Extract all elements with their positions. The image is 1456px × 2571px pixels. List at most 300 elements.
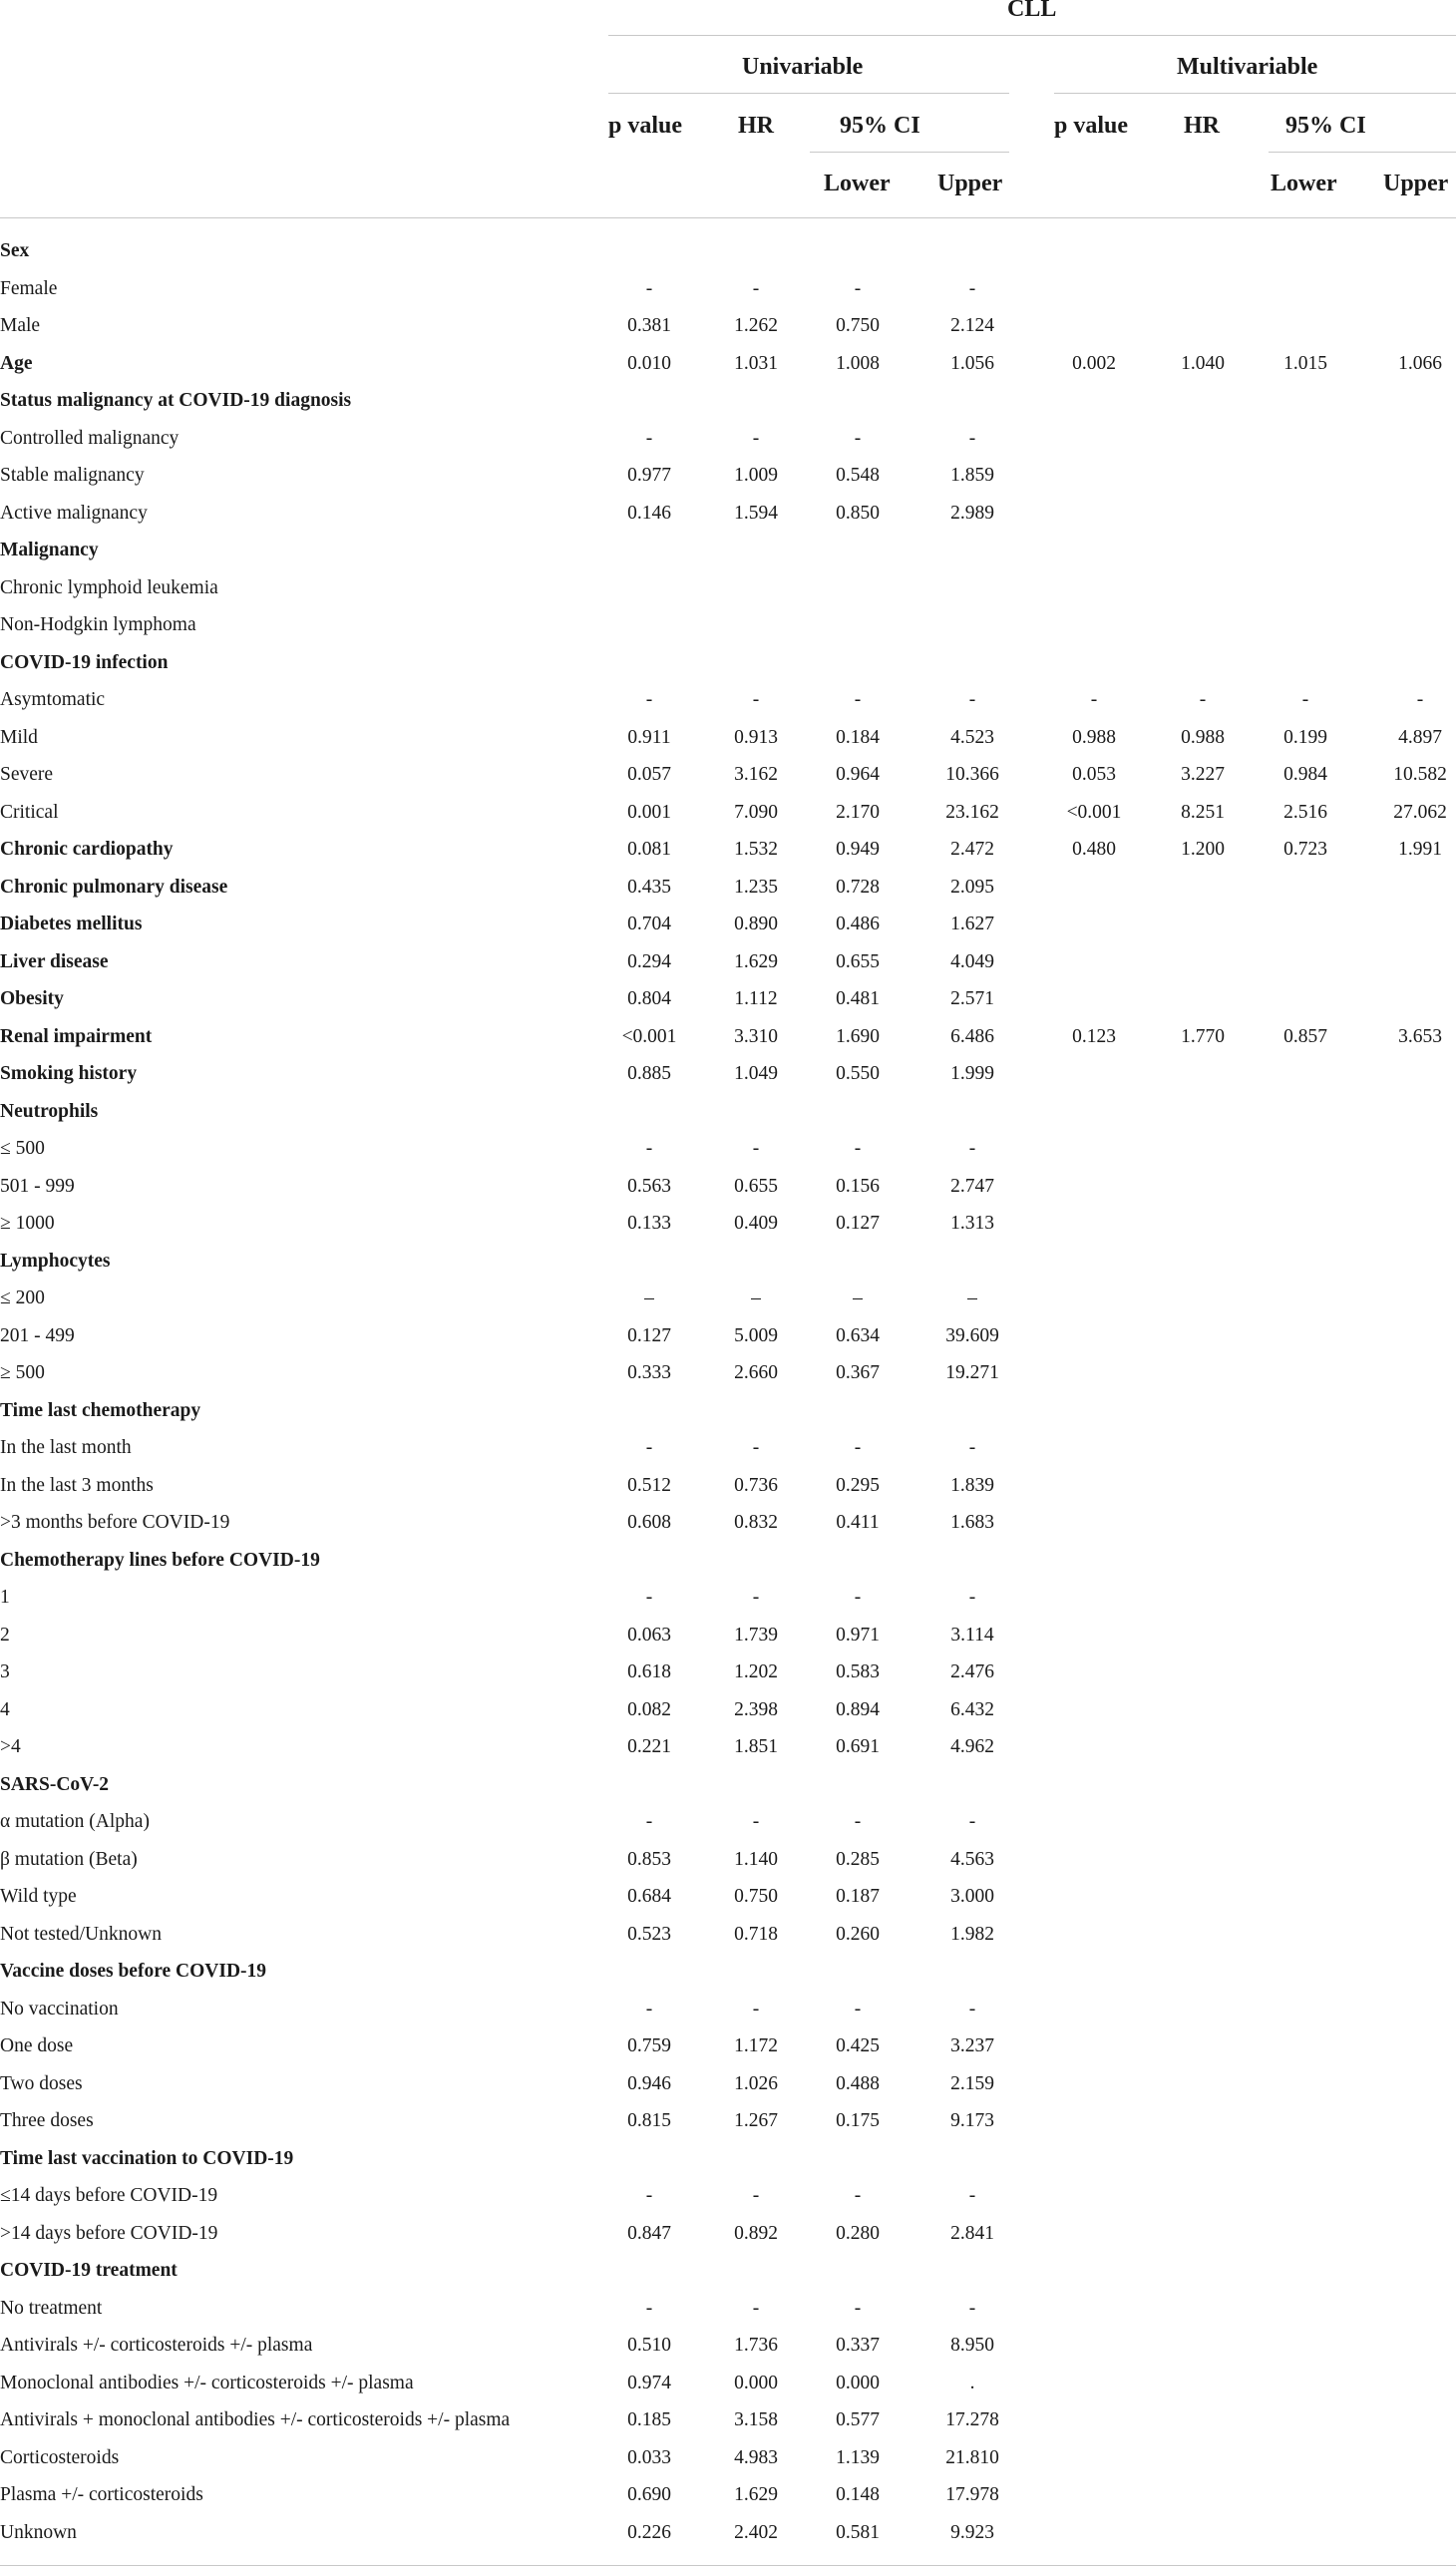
univariable-p-value-cell: 0.608 [627, 1512, 671, 1533]
table-row [0, 232, 1456, 269]
row-label: >14 days before COVID-19 [0, 2222, 218, 2244]
multivariable-hr-header: HR [1184, 113, 1220, 139]
univariable-ci-lower-cell: 0.971 [836, 1624, 880, 1646]
univariable-ci-upper-cell: 2.476 [950, 1661, 994, 1682]
univariable-p-value-cell: - [645, 427, 653, 449]
multivariable-rule [1054, 93, 1456, 94]
table-row [0, 1766, 1456, 1803]
row-label: Unknown [0, 2521, 77, 2543]
univariable-ci-upper-cell: 1.056 [950, 352, 994, 374]
multivariable-header: Multivariable [1177, 54, 1318, 80]
univariable-p-value-cell: 0.185 [627, 2409, 671, 2430]
row-label: >3 months before COVID-19 [0, 1512, 230, 1533]
univariable-p-value-cell: 0.618 [627, 1661, 671, 1682]
univariable-ci-upper-cell: 1.982 [950, 1923, 994, 1945]
univariable-p-value-cell: 0.146 [627, 502, 671, 524]
table-row [0, 1055, 1456, 1092]
univariable-ci-upper-cell: 6.486 [950, 1025, 994, 1047]
table-row [0, 1205, 1456, 1242]
table-row [0, 1354, 1456, 1391]
univariable-p-value-cell: <0.001 [621, 1025, 677, 1047]
univariable-ci-upper-cell: 2.989 [950, 502, 994, 524]
table-row [0, 420, 1456, 457]
univariable-ci-lower-cell: 0.000 [836, 2372, 880, 2393]
table-row [0, 2102, 1456, 2139]
row-group-label: COVID-19 treatment [0, 2260, 178, 2281]
univariable-hr-cell: - [752, 1138, 760, 1159]
univariable-ci-upper-cell: 1.683 [950, 1512, 994, 1533]
univariable-p-value-cell: 0.563 [627, 1175, 671, 1197]
univariable-ci-upper-cell: 2.124 [950, 315, 994, 336]
univariable-ci-lower-cell: 0.488 [836, 2072, 880, 2094]
table-row [0, 569, 1456, 606]
table-row [0, 1653, 1456, 1690]
univariable-ci-lower-cell: - [854, 277, 862, 299]
table-row [0, 2327, 1456, 2364]
row-label: 3 [0, 1661, 10, 1682]
univariable-ci-upper-cell: 4.523 [950, 726, 994, 748]
univariable-ci-upper-cell: - [968, 1437, 976, 1458]
univariable-hr-header: HR [738, 113, 774, 139]
univariable-hr-cell: 1.629 [734, 2484, 778, 2505]
multivariable-p-value-cell: 0.002 [1072, 352, 1116, 374]
table-row [0, 1168, 1456, 1205]
multivariable-hr-cell: 1.040 [1181, 352, 1225, 374]
univariable-p-value-cell: 0.127 [627, 1324, 671, 1346]
univariable-ci-upper-cell: 17.278 [945, 2409, 999, 2430]
univariable-hr-cell: - [752, 2185, 760, 2206]
univariable-ci-upper-cell: - [968, 1138, 976, 1159]
univariable-ci-lower-cell: 0.425 [836, 2035, 880, 2056]
univariable-p-value-cell: 0.512 [627, 1474, 671, 1496]
row-group-label: Age [0, 352, 33, 374]
multivariable-ci-lower-cell: 0.199 [1283, 726, 1327, 748]
multivariable-hr-cell: - [1199, 689, 1207, 710]
univariable-p-value-cell: - [645, 277, 653, 299]
univariable-ci-lower-cell: 0.280 [836, 2222, 880, 2244]
univariable-ci-upper-cell: 4.962 [950, 1736, 994, 1757]
univariable-hr-cell: 1.172 [734, 2035, 778, 2056]
row-label: Wild type [0, 1886, 77, 1907]
univariable-hr-cell: 0.832 [734, 1512, 778, 1533]
univariable-ci-lower-cell: - [854, 1811, 862, 1832]
row-group-label: Sex [0, 240, 30, 261]
univariable-p-value-cell: 0.853 [627, 1848, 671, 1870]
univariable-hr-cell: 1.140 [734, 1848, 778, 1870]
univariable-ci-upper-cell: 4.049 [950, 950, 994, 972]
univariable-ci-lower-cell: 0.634 [836, 1324, 880, 1346]
row-label: Mild [0, 726, 38, 748]
table-row [0, 1467, 1456, 1504]
row-group-label: Chronic pulmonary disease [0, 876, 228, 898]
univariable-hr-cell: 4.983 [734, 2446, 778, 2468]
univariable-p-value-cell: 0.435 [627, 876, 671, 898]
univariable-ci-lower-cell: 0.486 [836, 914, 880, 934]
table-row [0, 307, 1456, 344]
univariable-ci-lower-cell: - [854, 1998, 862, 2020]
univariable-ci-lower-cell: 0.577 [836, 2409, 880, 2430]
univariable-p-value-cell: 0.684 [627, 1886, 671, 1907]
univariable-ci-lower-cell: 0.949 [836, 839, 880, 860]
row-label: β mutation (Beta) [0, 1848, 138, 1870]
univariable-ci-lower-cell: 0.260 [836, 1923, 880, 1945]
multivariable-p-value-cell: 0.123 [1072, 1025, 1116, 1047]
table-row [0, 1841, 1456, 1878]
univariable-p-value-cell: 0.847 [627, 2222, 671, 2244]
row-group-label: Neutrophils [0, 1100, 99, 1122]
row-label: Antivirals +/- corticosteroids +/- plasma [0, 2335, 313, 2356]
row-label: ≥ 1000 [0, 1213, 55, 1234]
univariable-hr-cell: - [752, 2297, 760, 2319]
multivariable-ci-lower-cell: 0.723 [1283, 839, 1327, 860]
row-group-label: Lymphocytes [0, 1250, 111, 1272]
row-label: Active malignancy [0, 502, 148, 524]
univariable-rule [608, 93, 1009, 94]
univariable-hr-cell: 1.851 [734, 1736, 778, 1757]
univariable-ci-lower-cell: 1.008 [836, 352, 880, 374]
univariable-ci-upper-cell: 3.114 [950, 1624, 994, 1646]
univariable-ci-upper-cell: 4.563 [950, 1848, 994, 1870]
univariable-p-value-cell: 0.010 [627, 352, 671, 374]
univariable-ci-lower-cell: 1.690 [836, 1025, 880, 1047]
multivariable-p-value-cell: 0.053 [1072, 764, 1116, 785]
univariable-hr-cell: 3.162 [734, 764, 778, 785]
table-row [0, 1579, 1456, 1616]
table-row [0, 1504, 1456, 1541]
multivariable-p-value-cell: <0.001 [1066, 801, 1122, 823]
univariable-p-value-cell: - [645, 689, 653, 710]
univariable-ci-rule [810, 152, 1009, 153]
table-row [0, 1728, 1456, 1765]
univariable-p-value-cell: 0.133 [627, 1213, 671, 1234]
multivariable-hr-cell: 1.770 [1181, 1025, 1225, 1047]
row-label: Monoclonal antibodies +/- corticosteroids +/- plasma [0, 2372, 414, 2393]
univariable-ci-lower-cell: 0.481 [836, 988, 880, 1009]
univariable-ci-upper-cell: - [968, 689, 976, 710]
table-row [0, 906, 1456, 942]
univariable-hr-cell: 0.718 [734, 1923, 778, 1945]
univariable-p-value-cell: 0.001 [627, 801, 671, 823]
univariable-ci-lower-cell: 0.655 [836, 950, 880, 972]
row-label: Severe [0, 764, 54, 785]
table-row [0, 1280, 1456, 1316]
univariable-ci-lower-cell: 0.548 [836, 465, 880, 486]
univariable-ci-header: 95% CI [840, 113, 920, 139]
row-label: In the last 3 months [0, 1474, 154, 1496]
univariable-ci-upper-cell: 3.237 [950, 2035, 994, 2056]
univariable-hr-cell: 3.310 [734, 1025, 778, 1047]
univariable-hr-cell: 0.736 [734, 1474, 778, 1496]
univariable-p-value-cell: - [645, 2297, 653, 2319]
univariable-ci-lower-cell: - [854, 689, 862, 710]
multivariable-ci-lower-cell: 2.516 [1283, 801, 1327, 823]
univariable-hr-cell: 7.090 [734, 801, 778, 823]
univariable-hr-cell: 1.739 [734, 1624, 778, 1646]
table-row [0, 831, 1456, 868]
univariable-hr-cell: 2.660 [734, 1362, 778, 1383]
table-row [0, 2215, 1456, 2252]
multivariable-ci-upper-cell: 3.653 [1398, 1025, 1442, 1047]
univariable-ci-upper-cell: - [968, 427, 976, 449]
multivariable-hr-cell: 1.200 [1181, 839, 1225, 860]
univariable-p-value-cell: 0.381 [627, 315, 671, 336]
univariable-ci-upper-cell: 2.747 [950, 1175, 994, 1197]
univariable-ci-lower-cell: – [853, 1287, 863, 1308]
table-row [0, 1542, 1456, 1579]
multivariable-hr-cell: 3.227 [1181, 764, 1225, 785]
table-row [0, 2290, 1456, 2327]
univariable-ci-lower-cell: - [854, 1138, 862, 1159]
univariable-ci-lower-cell: - [854, 1587, 862, 1608]
table-row [0, 719, 1456, 756]
row-group-label: Liver disease [0, 950, 109, 972]
univariable-p-value-cell: 0.226 [627, 2521, 671, 2543]
univariable-lower-header: Lower [824, 171, 891, 196]
univariable-ci-lower-cell: 0.411 [836, 1512, 880, 1533]
row-group-label: Time last chemotherapy [0, 1399, 201, 1421]
table-row [0, 1429, 1456, 1466]
table-row [0, 2401, 1456, 2438]
row-group-label: Malignancy [0, 540, 99, 560]
univariable-ci-upper-cell: . [969, 2372, 975, 2393]
univariable-ci-lower-cell: 1.139 [836, 2446, 880, 2468]
univariable-hr-cell: 1.736 [734, 2335, 778, 2356]
row-label: No vaccination [0, 1998, 119, 2020]
table-row [0, 270, 1456, 307]
univariable-ci-upper-cell: – [967, 1287, 977, 1308]
table-row [0, 869, 1456, 906]
univariable-ci-upper-cell: - [968, 1998, 976, 2020]
table-row [0, 382, 1456, 419]
univariable-p-value-cell: - [645, 1587, 653, 1608]
multivariable-p-value-cell: 0.480 [1072, 839, 1116, 860]
table-row [0, 1243, 1456, 1280]
univariable-header: Univariable [742, 54, 864, 80]
univariable-p-value-cell: 0.974 [627, 2372, 671, 2393]
table-row [0, 2476, 1456, 2513]
univariable-p-value-cell: 0.690 [627, 2484, 671, 2505]
row-group-label: Status malignancy at COVID-19 diagnosis [0, 390, 352, 411]
univariable-ci-upper-cell: 23.162 [945, 801, 999, 823]
univariable-ci-lower-cell: 0.127 [836, 1213, 880, 1234]
row-label: Critical [0, 801, 59, 823]
univariable-p-value-cell: 0.221 [627, 1736, 671, 1757]
multivariable-hr-cell: 8.251 [1181, 801, 1225, 823]
header-bottom-rule [0, 217, 1456, 218]
univariable-ci-lower-cell: 0.691 [836, 1736, 880, 1757]
univariable-ci-upper-cell: 2.159 [950, 2072, 994, 2094]
multivariable-upper-header: Upper [1383, 171, 1449, 196]
univariable-hr-cell: 0.890 [734, 914, 778, 934]
univariable-ci-upper-cell: - [968, 1811, 976, 1832]
univariable-hr-cell: 2.398 [734, 1698, 778, 1720]
table-row [0, 2027, 1456, 2064]
row-label: α mutation (Alpha) [0, 1811, 150, 1832]
univariable-ci-lower-cell: 0.583 [836, 1661, 880, 1682]
row-label: Chronic lymphoid leukemia [0, 576, 218, 598]
table-row [0, 2252, 1456, 2289]
row-label: Female [0, 277, 58, 299]
univariable-ci-upper-cell: 21.810 [945, 2446, 999, 2468]
table-row [0, 1093, 1456, 1130]
table-row [0, 681, 1456, 718]
univariable-ci-upper-cell: 2.571 [950, 988, 994, 1009]
univariable-ci-lower-cell: 0.337 [836, 2335, 880, 2356]
row-label: Asymtomatic [0, 689, 106, 710]
row-group-label: Smoking history [0, 1063, 138, 1084]
univariable-ci-lower-cell: 0.148 [836, 2484, 880, 2505]
row-label: >4 [0, 1736, 21, 1757]
univariable-hr-cell: - [752, 689, 760, 710]
univariable-hr-cell: 1.202 [734, 1661, 778, 1682]
univariable-p-value-cell: 0.946 [627, 2072, 671, 2094]
row-label: ≤ 200 [0, 1287, 45, 1308]
row-label: ≥ 500 [0, 1362, 45, 1383]
univariable-ci-lower-cell: 0.175 [836, 2110, 880, 2131]
univariable-ci-upper-cell: 2.472 [950, 839, 994, 860]
table-bottom-rule [0, 2565, 1456, 2566]
row-label: One dose [0, 2035, 74, 2056]
multivariable-ci-upper-cell: 4.897 [1398, 726, 1442, 748]
multivariable-ci-rule [1269, 152, 1456, 153]
univariable-p-value-cell: - [645, 2185, 653, 2206]
multivariable-ci-lower-cell: 0.857 [1283, 1025, 1327, 1047]
univariable-ci-lower-cell: - [854, 2297, 862, 2319]
univariable-p-value-cell: 0.082 [627, 1698, 671, 1720]
univariable-hr-cell: 1.235 [734, 876, 778, 898]
multivariable-ci-lower-cell: 1.015 [1283, 352, 1327, 374]
univariable-hr-cell: 1.049 [734, 1063, 778, 1084]
row-label: 4 [0, 1698, 10, 1720]
univariable-p-value-cell: 0.033 [627, 2446, 671, 2468]
univariable-p-value-cell: - [645, 1998, 653, 2020]
univariable-p-value-cell: 0.510 [627, 2335, 671, 2356]
univariable-ci-lower-cell: 0.295 [836, 1474, 880, 1496]
multivariable-ci-upper-cell: 1.991 [1398, 839, 1442, 860]
univariable-ci-lower-cell: 0.581 [836, 2521, 880, 2543]
row-label: Not tested/Unknown [0, 1923, 162, 1945]
row-group-label: Diabetes mellitus [0, 914, 143, 934]
row-group-label: Chronic cardiopathy [0, 839, 174, 860]
univariable-hr-cell: - [752, 1587, 760, 1608]
row-label: Corticosteroids [0, 2446, 120, 2468]
univariable-p-value-cell: 0.804 [627, 988, 671, 1009]
univariable-hr-cell: - [752, 1811, 760, 1832]
table-row [0, 794, 1456, 831]
table-row [0, 457, 1456, 494]
univariable-ci-lower-cell: 0.750 [836, 315, 880, 336]
univariable-hr-cell: 0.913 [734, 726, 778, 748]
univariable-ci-upper-cell: 19.271 [945, 1362, 999, 1383]
table-row [0, 943, 1456, 980]
univariable-upper-header: Upper [937, 171, 1003, 196]
multivariable-hr-cell: 0.988 [1181, 726, 1225, 748]
univariable-ci-lower-cell: 0.187 [836, 1886, 880, 1907]
univariable-ci-upper-cell: - [968, 277, 976, 299]
row-label: ≤ 500 [0, 1138, 45, 1159]
univariable-p-value-header: p value [608, 113, 683, 139]
univariable-p-value-cell: - [645, 1138, 653, 1159]
univariable-hr-cell: 0.000 [734, 2372, 778, 2393]
row-group-label: Renal impairment [0, 1025, 153, 1047]
table-row [0, 980, 1456, 1017]
univariable-ci-upper-cell: 9.173 [950, 2110, 994, 2131]
table-row [0, 606, 1456, 643]
row-group-label: Time last vaccination to COVID-19 [0, 2147, 294, 2169]
univariable-hr-cell: - [752, 427, 760, 449]
table-row [0, 2514, 1456, 2551]
univariable-hr-cell: – [751, 1287, 761, 1308]
table-row [0, 532, 1456, 568]
univariable-ci-lower-cell: - [854, 1437, 862, 1458]
table-row [0, 495, 1456, 532]
row-label: 1 [0, 1587, 10, 1608]
multivariable-ci-upper-cell: - [1416, 689, 1424, 710]
univariable-ci-lower-cell: - [854, 427, 862, 449]
univariable-ci-upper-cell: 1.839 [950, 1474, 994, 1496]
univariable-hr-cell: - [752, 1998, 760, 2020]
univariable-p-value-cell: 0.885 [627, 1063, 671, 1084]
univariable-hr-cell: 0.750 [734, 1886, 778, 1907]
table-row [0, 2177, 1456, 2214]
univariable-hr-cell: 1.112 [734, 988, 778, 1009]
table-row [0, 644, 1456, 681]
multivariable-ci-upper-cell: 10.582 [1393, 764, 1447, 785]
univariable-ci-upper-cell: - [968, 2185, 976, 2206]
row-label: Two doses [0, 2072, 83, 2094]
univariable-ci-lower-cell: 0.964 [836, 764, 880, 785]
univariable-p-value-cell: 0.063 [627, 1624, 671, 1646]
univariable-p-value-cell: 0.977 [627, 465, 671, 486]
univariable-hr-cell: 5.009 [734, 1324, 778, 1346]
row-label: Three doses [0, 2110, 94, 2131]
row-label: Stable malignancy [0, 465, 145, 486]
univariable-ci-lower-cell: - [854, 2185, 862, 2206]
table-row [0, 1130, 1456, 1167]
univariable-p-value-cell: 0.704 [627, 914, 671, 934]
univariable-ci-upper-cell: 1.627 [950, 914, 994, 934]
univariable-ci-lower-cell: 2.170 [836, 801, 880, 823]
univariable-p-value-cell: 0.523 [627, 1923, 671, 1945]
table-row [0, 2065, 1456, 2102]
table-row [0, 1392, 1456, 1429]
row-label: Plasma +/- corticosteroids [0, 2484, 203, 2505]
univariable-ci-upper-cell: 39.609 [945, 1324, 999, 1346]
univariable-p-value-cell: 0.815 [627, 2110, 671, 2131]
multivariable-lower-header: Lower [1271, 171, 1337, 196]
univariable-ci-lower-cell: 0.894 [836, 1698, 880, 1720]
univariable-p-value-cell: 0.911 [627, 726, 671, 748]
row-group-label: Vaccine doses before COVID-19 [0, 1961, 267, 1982]
univariable-ci-upper-cell: 9.923 [950, 2521, 994, 2543]
univariable-hr-cell: 1.267 [734, 2110, 778, 2131]
univariable-ci-lower-cell: 0.156 [836, 1175, 880, 1197]
multivariable-p-value-cell: 0.988 [1072, 726, 1116, 748]
univariable-hr-cell: - [752, 1437, 760, 1458]
univariable-p-value-cell: 0.057 [627, 764, 671, 785]
univariable-ci-upper-cell: 8.950 [950, 2335, 994, 2356]
row-label: Controlled malignancy [0, 427, 180, 449]
univariable-ci-lower-cell: 0.285 [836, 1848, 880, 1870]
univariable-hr-cell: 1.532 [734, 839, 778, 860]
table-row [0, 756, 1456, 793]
row-label: Non-Hodgkin lymphoma [0, 614, 196, 635]
univariable-ci-upper-cell: 1.999 [950, 1063, 994, 1084]
table-row [0, 1953, 1456, 1990]
univariable-p-value-cell: 0.333 [627, 1362, 671, 1383]
table-row [0, 1878, 1456, 1915]
cll-header-rule [608, 35, 1456, 36]
